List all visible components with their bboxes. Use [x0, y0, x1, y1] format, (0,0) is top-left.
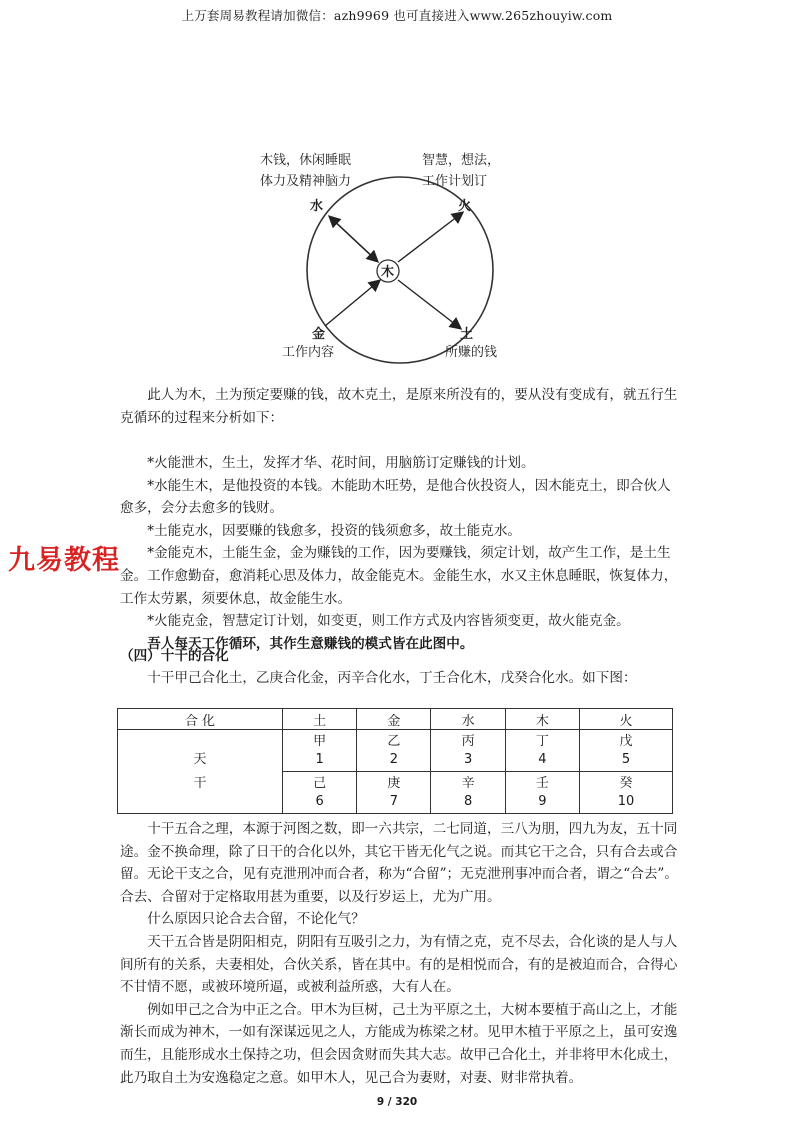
analysis-fire: *火能泄木，生土，发挥才华、花时间，用脑筋订定赚钱的计划。 [147, 455, 535, 471]
stem-cell: 甲 1 [282, 730, 356, 772]
combination-table [117, 708, 673, 814]
label-wood-money: 木钱，休闲睡眠 [260, 153, 352, 168]
table-corner: 合 化 [118, 709, 283, 730]
element-metal: 金 [357, 709, 431, 730]
element-water: 水 [431, 709, 505, 730]
section-intro: 十干甲己合化土，乙庚合化金，丙辛合化水，丁壬合化木，戊癸合化水。如下图： [147, 670, 637, 686]
section-title: （四）十干的合化 [120, 648, 229, 664]
analysis-water: *水能生木，是他投资的本钱。木能助木旺势，是他合伙投资人，因木能克土，即合伙人愈多，会分去愈多的钱财。 [120, 477, 671, 517]
stem-cell: 丙 3 [431, 730, 505, 772]
row-label-gan: 干 [193, 775, 207, 791]
row-label-tiangan [118, 730, 283, 814]
analysis-fire-metal: *火能克金，智慧定订计划，如变更，则工作方式及内容皆须变更，故火能克金。 [147, 613, 630, 630]
arrow-to-fire [398, 213, 462, 262]
watermark-logo: 九易教程 [8, 545, 120, 576]
analysis-earth: *土能克水，因要赚的钱愈多，投资的钱须愈多，故土能克水。 [147, 522, 522, 539]
analysis-metal: *金能克木，土能生金，金为赚钱的工作，因为要赚钱，须定计划，故产生工作，是土生金。工作愈勤奋，愈消耗心思及体力，故金能克木。金能生水，水又主休息睡眠，恢复体力，工作太劳累，须要休息，故金能生水。 [120, 545, 678, 607]
five-elements-diagram [250, 140, 550, 370]
summary-line: 吾人每天工作循环，其作生意赚钱的模式皆在此图中。 [147, 635, 474, 652]
body-paragraph-relations: 天干五合皆是阴阳相克，阴阳有互吸引之力，为有情之克，克不尽去，合化谈的是人与人间所有的关系，夫妻相处，合伙关系，皆在其中。有的是相悦而合，有的是被迫而合，合得心不甘情不愿，或被环境所逼，或被利益所惑，大有人在。 [120, 933, 678, 996]
label-water: 水 [310, 199, 324, 214]
stem-cell: 壬 9 [505, 772, 579, 814]
label-wisdom: 智慧，想法， [422, 153, 501, 168]
stem-cell: 辛 8 [431, 772, 505, 814]
row-label-tian: 天 [193, 751, 207, 767]
element-fire: 火 [579, 709, 672, 730]
element-wood: 木 [505, 709, 579, 730]
label-work-content: 工作内容 [282, 345, 335, 360]
page-number: 9 / 320 [376, 1096, 418, 1108]
intro-paragraph: 此人为木，土为预定要赚的钱，故木克土，是原来所没有的，要从没有变成有，就五行生克循环的过程来分析如下： [120, 387, 678, 426]
arrow-from-water [330, 217, 377, 261]
label-fire: 火 [458, 199, 472, 214]
stem-cell: 癸 10 [579, 772, 672, 814]
body-paragraph-origin: 十干五合之理，本源于河图之数，即一六共宗，二七同道，三八为朋，四九为友，五十同途。金不换命理，除了日干的合化以外，其它干皆无化气之说。而其它干之合，只有合去或合留。无论干支之合，见有克泄刑冲而合者，称为“合留”；无克泄刑事冲而合者，谓之“合去”。合去、合留对于定格取用甚为重要，以及行岁运上，尤为广用。 [120, 821, 678, 905]
body-block [120, 818, 680, 1089]
label-metal: 金 [312, 327, 326, 342]
label-center-wood: 木 [381, 265, 395, 280]
body-paragraph-example: 例如甲己之合为中正之合。甲木为巨树，己土为平原之土，大树本要植于高山之上，才能渐长而成为神木，一如有深谋远见之人，方能成为栋梁之材。见甲木植于平原之上，虽可安逸而生，且能形成水土保持之功，但会因贪财而失其大志。故甲己合化土，并非将甲木化成土，此乃取自土为安逸稳定之意。如甲木人，见己合为妻财，对妻、财非常执着。 [120, 1001, 678, 1086]
page-header: 上万套周易教程请加微信：azh9969 也可直接进入www.265zhouyiw.com [181, 8, 613, 23]
stem-cell: 丁 4 [505, 730, 579, 772]
label-money-earned: 所赚的钱 [445, 345, 498, 360]
label-earth: 土 [460, 327, 474, 342]
arrow-to-earth [398, 280, 460, 328]
diagram-svg [250, 140, 550, 370]
stem-cell: 乙 2 [357, 730, 431, 772]
stem-cell: 庚 7 [357, 772, 431, 814]
arrow-from-metal [325, 281, 379, 326]
intro-paragraph-block [120, 384, 680, 429]
table-row-yang [118, 730, 673, 772]
label-physical-mental: 体力及精神脑力 [260, 174, 352, 189]
stem-cell: 己 6 [282, 772, 356, 814]
table-header-row [118, 709, 673, 730]
analysis-block [120, 452, 680, 655]
label-work-plan: 工作计划订 [422, 174, 488, 189]
body-paragraph-question: 什么原因只论合去合留，不论化气？ [147, 911, 365, 928]
stem-cell: 戊 5 [579, 730, 672, 772]
element-earth: 土 [282, 709, 356, 730]
